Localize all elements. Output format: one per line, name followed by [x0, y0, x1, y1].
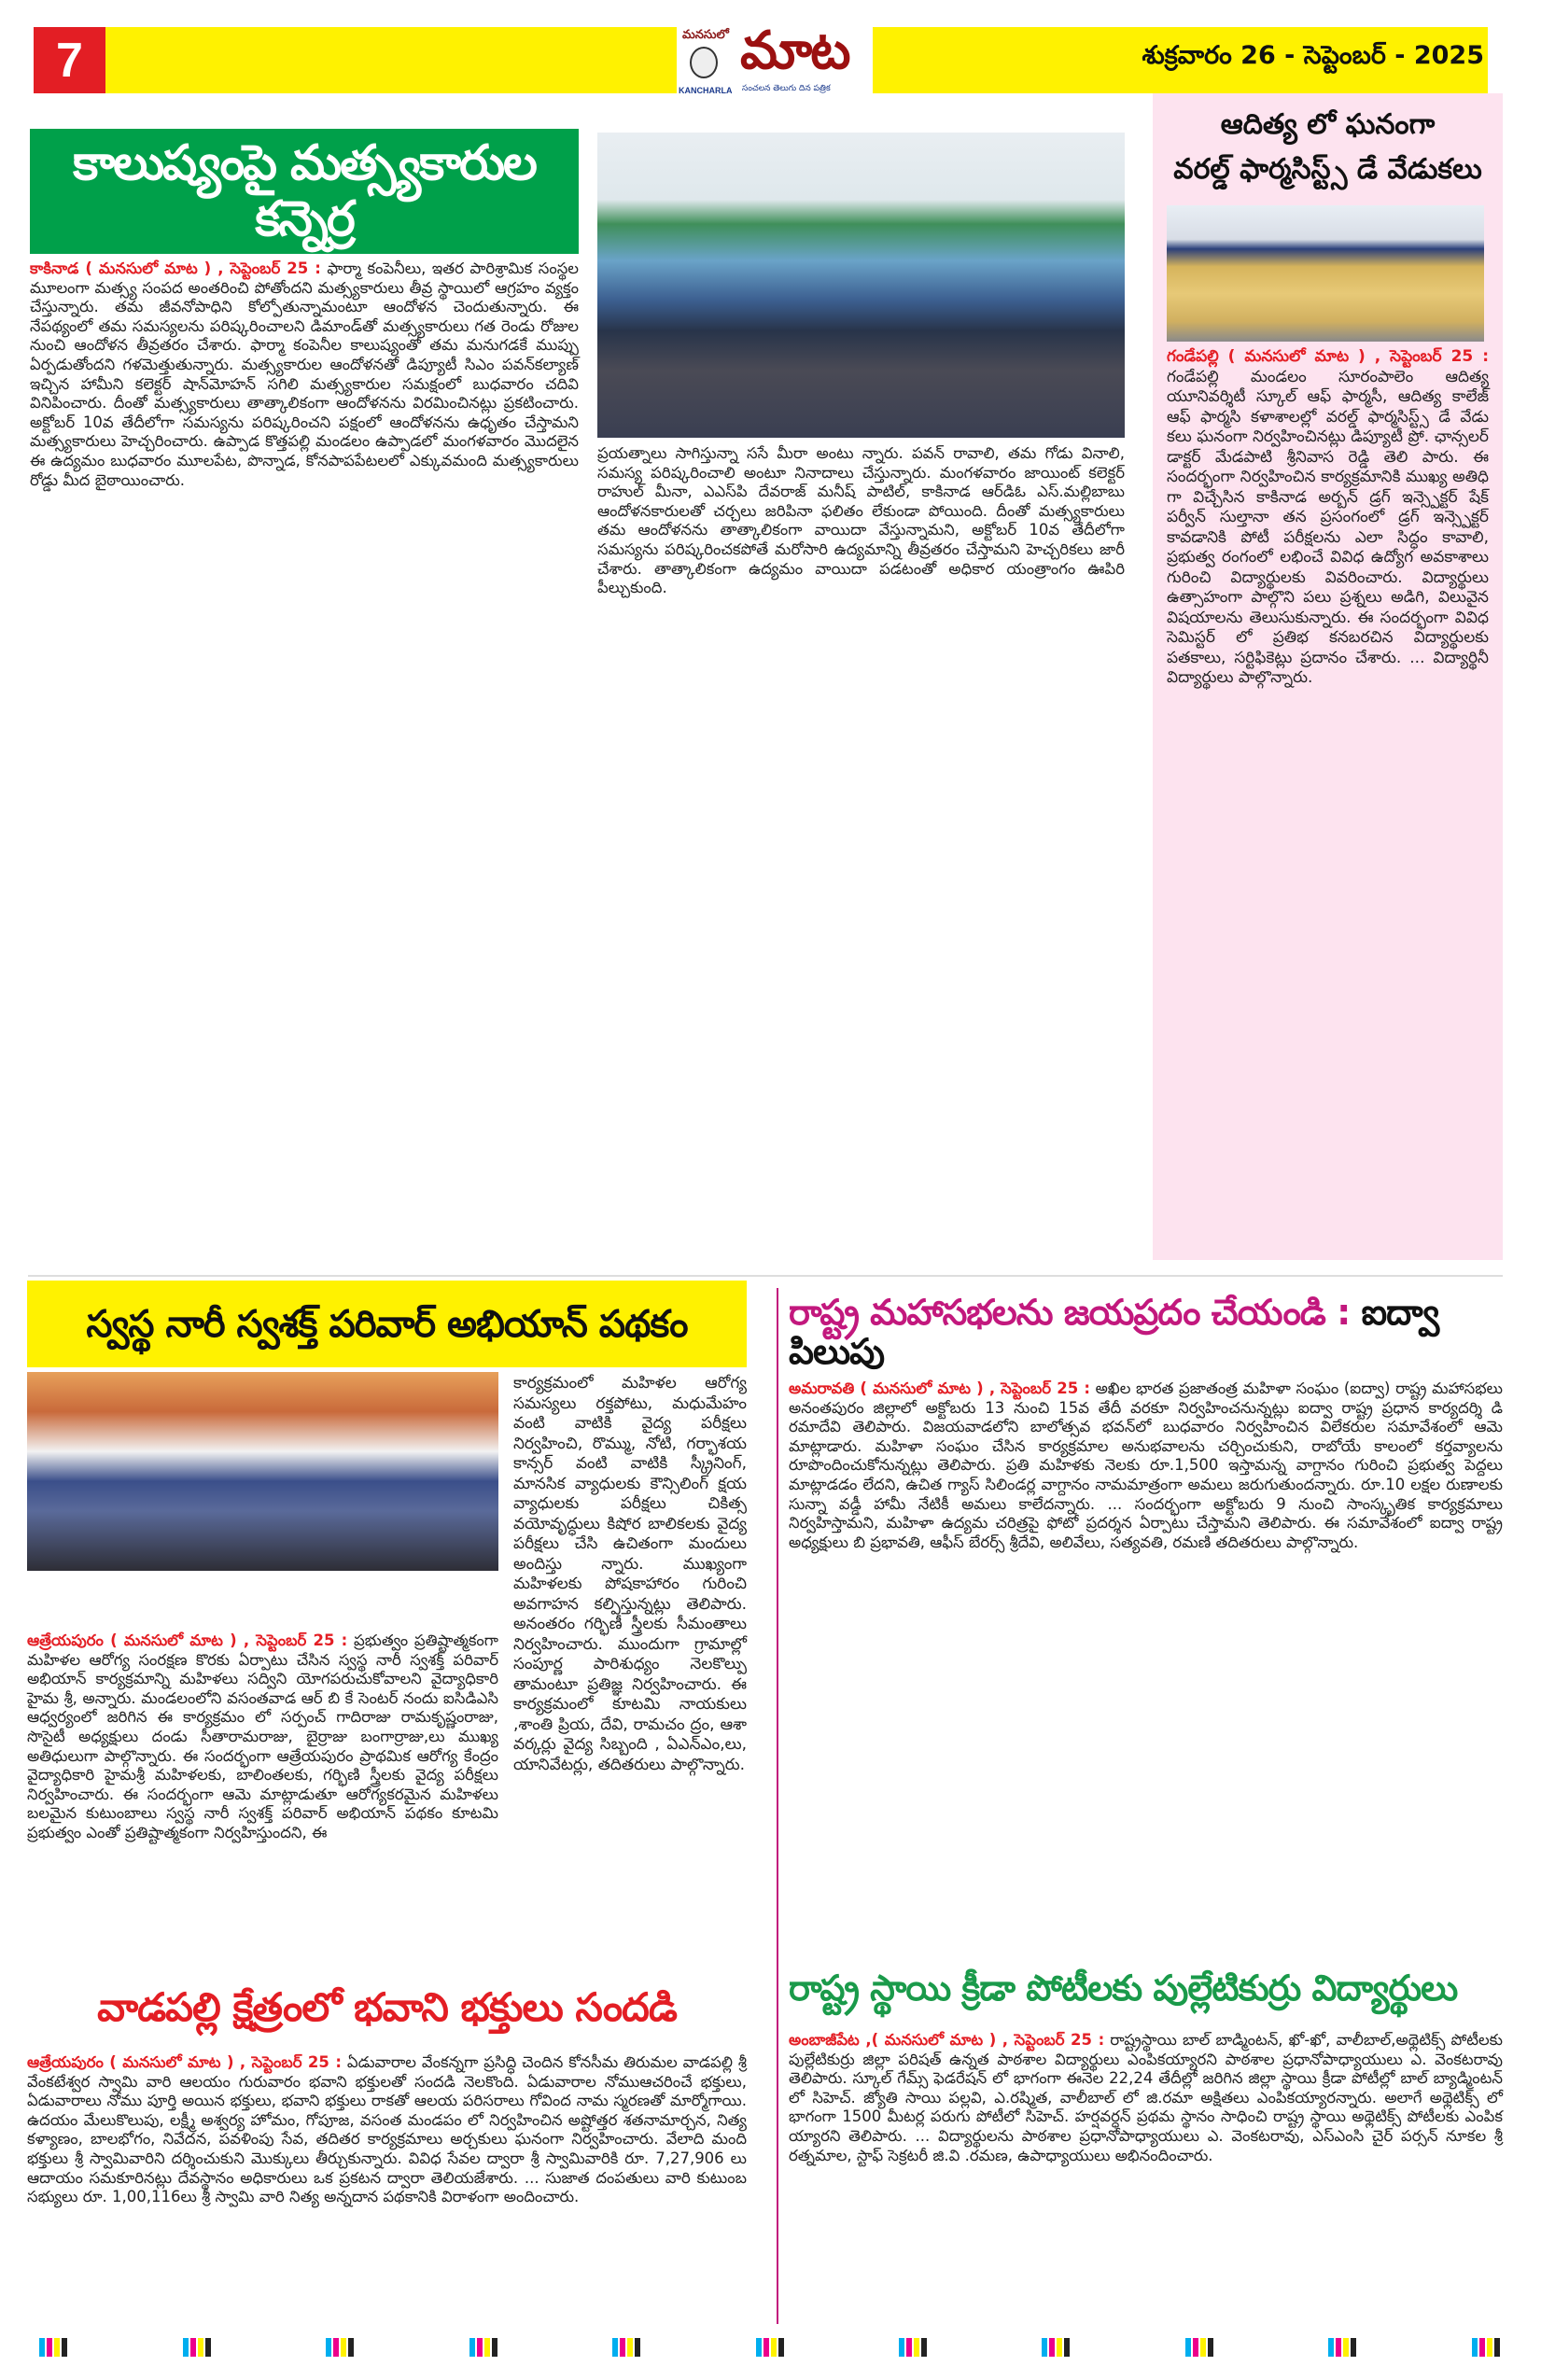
color-bar-group — [756, 2338, 784, 2357]
page-number: 7 — [34, 27, 105, 93]
color-swatch — [205, 2338, 211, 2357]
color-swatch — [1057, 2338, 1062, 2357]
color-swatch — [333, 2338, 339, 2357]
body-text: రాష్ట్రస్థాయి బాల్ బాడ్మింటన్, ఖో-ఖో, వాలీబాల్,అథ్లెటిక్స్ పోటీలకు పుల్లేటికుర్రు జిల్లా పరిషత్ ఉన్నత పాఠశాల విద్యార్థులు ఎంపికయ్యారని పాఠశాల ప్రధానోపాధ్యాయులు ఎ. వెంకటరావు తెలిపారు. స్కూల్ గేమ్స్ ఫెడరేషన్ లో భాగంగా ఈనెల 22,24 తేదీల్లో జరిగిన జిల్లా స్థాయి క్రీడా పోటీల్లో బాల్ బ్యాడ్మింటన్ లో సిహెచ్. జ్యోతి సాయి పల్లవి, ఎ.రష్మిత, వాలీబాల్ లో జి.రమా అక్షితలు ఎంపికయ్యారన్నారు. అలాగే అథ్లెటిక్స్ లో భాగంగా 1500 మీటర్ల పరుగు పోటీలో సిహెచ్. హర్షవర్ధన్ ప్రథమ స్థానం సాధించి రాష్ట్ర స్థాయి అథ్లెటిక్స్ పోటీలకు ఎంపిక య్యారని తెలిపారు. ... విద్యార్థులను పాఠశాల ప్రధానోపాధ్యాయులు ఎ. వెంకటరావు, ఎస్ఎంసి చైర్ పర్సన్ నూకల శ్రీ రత్నమాల, స్టాఫ్ సెక్రటరీ జి.వి .రమణ, ఉపాధ్యాయులు అభినందించారు. — [789, 2031, 1503, 2164]
color-swatch — [1049, 2338, 1055, 2357]
dateline: ఆత్రేయపురం ( మనసులో మాట ) , సెప్టెంబర్ 25 : — [27, 1631, 348, 1649]
color-swatch — [1487, 2338, 1492, 2357]
dateline: కాకినాడ ( మనసులో మాట ) , సెప్టెంబర్ 25 : — [30, 259, 321, 277]
color-swatch — [1479, 2338, 1485, 2357]
color-swatch — [326, 2338, 331, 2357]
color-swatch — [1494, 2338, 1500, 2357]
color-swatch — [612, 2338, 618, 2357]
headline-idwa — [789, 1292, 1503, 1372]
color-swatch — [1064, 2338, 1070, 2357]
color-swatch — [635, 2338, 640, 2357]
color-swatch — [39, 2338, 45, 2357]
color-swatch — [1193, 2338, 1198, 2357]
body-text: గండేపల్లి మండలం సూరంపాలెం ఆదిత్య యూనివర్శిటీ స్కూల్ ఆఫ్ ఫార్మసీ, ఆదిత్య కాలేజ్ ఆఫ్ ఫార్మసి కళాశాలల్లో వరల్డ్ ఫార్మసిస్ట్స్ డే వేడు కలు ఘనంగా నిర్వహించినట్లు డిప్యూటీ ప్రో. ఛాన్సలర్ డాక్టర్ మేడపాటి శ్రీనివాస రెడ్డి తెలి పారు. ఈ సందర్భంగా నిర్వహించిన కార్యక్రమానికి ముఖ్య అతిధి గా విచ్చేసిన కాకినాడ అర్బన్ డ్రగ్ ఇన్స్పెక్టర్ షేక్ పర్వీన్ సుల్తానా తన ప్రసంగంలో డ్రగ్ ఇన్స్పెక్టర్ కావడానికి పోటీ పరీక్షలను ఎలా సిద్ధం కావాలి, ప్రభుత్వ రంగంలో లభించే వివిధ ఉద్యోగ అవకాశాలు గురించి విద్యార్థులకు వివరించారు. విద్యార్థులు ఉత్సాహంగా పాల్గొని పలు ప్రశ్నలు అడిగి, విలువైన విషయాలను తెలుసుకున్నారు. ఈ సందర్భంగా వివిధ సెమిస్టర్ లో ప్రతిభ కనబరచిన విద్యార్థులకు పతకాలు, సర్టిఫికెట్లు ప్రదానం చేశారు. ... విద్యార్థినీ విద్యార్థులు పాల్గొన్నారు. — [1167, 367, 1489, 687]
headline-sports: రాష్ట్ర స్థాయి క్రీడా పోటీలకు పుల్లేటికుర్రు విద్యార్థులు — [789, 1967, 1458, 2009]
newspaper-logo — [677, 22, 873, 101]
headline-swasth-nari: స్వస్థ నారీ స్వశక్త్ పరివార్ అభియాన్ పథకం — [27, 1281, 747, 1367]
logo-small-text: మనసులో — [682, 28, 729, 42]
photo-fishermen-protest — [597, 133, 1125, 438]
color-swatch — [47, 2338, 52, 2357]
headline-main: రాష్ట్ర మహాసభలను జయప్రదం చేయండి : — [789, 1292, 1351, 1333]
headline-pharmacists — [1153, 103, 1503, 201]
color-swatch — [763, 2338, 769, 2357]
color-bar-group — [326, 2338, 354, 2357]
color-swatch — [1472, 2338, 1478, 2357]
color-swatch — [183, 2338, 189, 2357]
body-text: అఖిల భారత ప్రజాతంత్ర మహిళా సంఘం (ఐద్వా) రాష్ట్ర మహాసభలు అనంతపురం జిల్లాలో అక్టోబరు 13 నుంచి 15వ తేదీ వరకూ నిర్వహించనున్నట్లు ఐద్వా రాష్ట్ర ప్రధాన కార్యదర్శి డి రమాదేవి తెలిపారు. విజయవాడలోని బాలోత్సవ భవన్‌లో బుధవారం నిర్వహించిన విలేకరుల సమావేశంలో ఆమె మాట్లాడారు. మహిళా సంఘం చేసిన కార్యక్రమాల అనుభవాలను చర్చించుకుని, రాబోయే కాలంలో కర్తవ్యాలను రూపొందించుకోనున్నట్లు తెలిపారు. ప్రతి మహిళకు నెలకు రూ.1,500 ఇస్తామన్న వాగ్దానం గురించి ప్రభుత్వ పెద్దలు మాట్లాడడం లేదని, ఉచిత గ్యాస్ సిలిండర్ల వాగ్దానం నామమాత్రంగా అమలు జరుగుతుందన్నారు. రూ.10 లక్షల రుణాలకు సున్నా వడ్డీ హామీ నేటికీ అమలు కాలేదన్నారు. ... సందర్భంగా అక్టోబరు 9 నుంచి సాంస్కృతిక కార్యక్రమాలు నిర్వహిస్తామని, మహిళా ఉద్యమ చరిత్రపై ఫోటో ప్రదర్శన ఏర్పాటు చేస్తామని తెలిపారు. ఈ సమావేశంలో ఐద్వా రాష్ట్ర అధ్యక్షులు బి ప్రభావతి, ఆఫీస్ బేరర్స్ శ్రీదేవి, అలివేలు, సత్యవతి, రమణి తదితరులు పాల్గొన్నారు. — [789, 1379, 1503, 1551]
color-swatch — [492, 2338, 497, 2357]
color-swatch — [341, 2338, 346, 2357]
logo-brand: KANCHARLA — [679, 86, 733, 95]
color-bar-group — [1328, 2338, 1356, 2357]
color-swatch — [921, 2338, 927, 2357]
article-swasth-nari-body — [27, 1631, 498, 1843]
body-text: ఏడువారాల వేంకన్నగా ప్రసిద్ధి చెందిన కోనసీమ తిరుమల వాడపల్లి శ్రీ వేంకటేశ్వర స్వామి వారి ఆలయం గురువారం భవాని భక్తులతో సందడి నెలకొంది. ఏడువారాల నోముఆచరించే భక్తులు, ఏడువారాలు నోము పూర్తి అయిన భక్తులు, భవాని భక్తులు రాకతో ఆలయ పరిసరాలు గోవింద నామ స్మరణతో మార్మోగాయి. ఉదయం మేలుకొలుపు, లక్ష్మీ అశ్వర్య హోమం, గోపూజ, వసంత మండపం లో నిర్వహించిన అష్టోత్తర శతనామార్చన, నిత్య కళ్యాణం, బాలభోగం, నివేదన, పవళింపు సేవ, తదితర కార్యక్రమాలు అర్చకులు ఘనంగా నిర్వహించారు. వేలాది మంది భక్తులు శ్రీ స్వామివారిని దర్శించుకుని మొక్కులు తీర్చుకున్నారు. వివిధ సేవల ద్వారా శ్రీ స్వామివారికి రూ. 7,27,906 లు ఆదాయం సమకూరినట్లు దేవస్థానం అధికారులు ఒక ప్రకటన ద్వారా తెలియజేశారు. ... సుజాత దంపతులు వారి కుటుంబ సభ్యులు రూ. 1,00,116లు శ్రీ స్వామి వారి నిత్య అన్నదాన పథకానికి విరాళంగా అందించారు. — [27, 2053, 747, 2206]
color-swatch — [1200, 2338, 1206, 2357]
article-pharmacists-body — [1167, 347, 1489, 689]
color-swatch — [54, 2338, 60, 2357]
color-swatch — [1042, 2338, 1047, 2357]
color-swatch — [1185, 2338, 1191, 2357]
article-swasth-nari-side: కార్యక్రమంలో మహిళల ఆరోగ్య సమస్యలు రక్తపోటు, మధుమేహం వంటి వాటికి వైద్య పరీక్షలు నిర్వహించి, రొమ్ము, నోటి, గర్భాశయ కాన్సర్ వంటి వాటికి స్క్రీనింగ్, మానసిక వ్యాధులకు కౌన్సిలింగ్ క్షయ వ్యాధులకు పరీక్షలు చికిత్స వయోవృద్ధులు కిషోర బాలికలకు వైద్య పరీక్షలు చేసి ఉచితంగా మందులు అందిస్తు న్నారు. ముఖ్యంగా మహిళలకు పోషకాహారం గురించి అవగాహన కల్పిస్తున్నట్లు తెలిపారు. అనంతరం గర్భిణీ స్త్రీలకు సీమంతాలు నిర్వహించారు. ముందుగా గ్రామాల్లో సంపూర్ణ పారిశుధ్యం నెలకొల్పు తామంటూ ప్రతిజ్ఞ నిర్వహించారు. ఈ కార్యక్రమంలో కూటమి నాయకులు ,శాంతి ప్రియ, దేవి, రామచం ద్రం, ఆశా వర్కర్లు వైద్య సిబ్బంది , ఏఎన్ఎం,లు, యానివేటర్లు, తదితరులు పాల్గొన్నారు. — [513, 1374, 747, 1774]
color-bar-group — [612, 2338, 640, 2357]
color-bar-group — [39, 2338, 67, 2357]
section-divider — [28, 1275, 1503, 1277]
color-swatch — [348, 2338, 354, 2357]
color-swatch — [62, 2338, 67, 2357]
color-bar-group — [1472, 2338, 1500, 2357]
color-swatch — [627, 2338, 633, 2357]
dateline: ఆత్రేయపురం ( మనసులో మాట ) , సెప్టెంబర్ 25 : — [27, 2053, 342, 2071]
portrait-icon — [690, 47, 718, 78]
photo-pharmacy-students — [1167, 205, 1484, 342]
color-swatch — [778, 2338, 784, 2357]
color-swatch — [1343, 2338, 1349, 2357]
color-bar-group — [469, 2338, 497, 2357]
dateline: గండేపల్లి ( మనసులో మాట ) , సెప్టెంబర్ 25 : — [1167, 347, 1489, 366]
color-swatch — [906, 2338, 912, 2357]
color-swatch — [190, 2338, 196, 2357]
color-swatch — [1328, 2338, 1334, 2357]
logo-title: మాట — [740, 21, 849, 81]
dateline: అమరావతి ( మనసులో మాట ) , సెప్టెంబర్ 25 : — [789, 1379, 1090, 1397]
color-swatch — [1208, 2338, 1213, 2357]
color-bar-group — [1185, 2338, 1213, 2357]
article-fishermen-body — [30, 259, 579, 490]
body-text: ప్రభుత్వం ప్రతిష్టాత్మకంగా మహిళల ఆరోగ్య సంరక్షణ కొరకు ఏర్పాటు చేసిన స్వస్థ నారీ స్వశక్త్ పరివార్ అభియాన్ కార్యక్రమాన్ని మహిళలు సద్విని యోగపరుచుకోవాలని వైద్యాధికారి హైమ శ్రీ, అన్నారు. మండలంలోని వసంతవాడ ఆర్ బి కే సెంటర్ నందు ఐసిడిఎసి ఆధ్వర్యంలో జరిగిన ఈ కార్యక్రమం లో సర్పంచ్ గాదిరాజు రామకృష్ణంరాజు, సొసైటీ అధ్యక్షులు దండు సీతారామరాజు, బైర్రాజు బంగార్రాజు,లు ముఖ్య అతిధులుగా పాల్గొన్నారు. ఈ సందర్భంగా ఆత్రేయపురం ప్రాథమిక ఆరోగ్య కేంద్రం వైద్యాధికారి హైమశ్రీ మహిళలకు, బాలింతలకు, గర్భిణి స్త్రీలకు వైద్య పరీక్షలు నిర్వహించారు. ఈ సందర్భంగా ఆమె మాట్లాడుతూ ఆరోగ్యకరమైన మహిళలు బలమైన కుటుంబాలు స్వస్థ నారీ స్వశక్త్ పరివార్ అభియాన్ పథకం కూటమి ప్రభుత్వం ఎంతో ప్రతిష్టాత్మకంగా నిర్వహిస్తుందని, ఈ — [27, 1631, 498, 1841]
column-divider — [777, 1288, 778, 2324]
color-swatch — [477, 2338, 483, 2357]
color-swatch — [1336, 2338, 1341, 2357]
headline-fishermen: కాలుష్యంపై మత్స్యకారుల కన్నెర్ర — [30, 129, 579, 254]
logo-tagline: సంచలన తెలుగు దిన పత్రిక — [742, 84, 831, 93]
article-idwa-body — [789, 1379, 1503, 1552]
headline-vadapalli: వాడపల్లి క్షేత్రంలో భవాని భక్తులు సందడి — [97, 1984, 677, 2030]
issue-date: శుక్రవారం 26 - సెప్టెంబర్ - 2025 — [1142, 41, 1484, 70]
article-vadapalli-body — [27, 2053, 747, 2207]
color-swatch — [914, 2338, 919, 2357]
headline-line-1: ఆదిత్య లో ఘనంగా — [1220, 108, 1436, 141]
color-swatch — [469, 2338, 475, 2357]
color-swatch — [756, 2338, 762, 2357]
photo-health-camp — [27, 1372, 498, 1571]
article-fishermen-continued: ప్రయత్నాలు సాగిస్తున్నా ససే మీరా అంటు న్నారు. పవన్ రావాలి, తమ గోడు వినాలి, సమస్య పరిష్కరించాలి అంటూ నినాదాలు చేస్తున్నారు. మంగళవారం జాయింట్ కలెక్టర్ రాహుల్ మీనా, ఎఎస్‌పి దేవరాజ్ మనీష్ పాటిల్, కాకినాడ ఆర్‌డిఓ ఎస్.మల్లిబాబు ఆందోళనకారులతో చర్చలు జరిపినా ఫలితం లేకుండా పోయింది. దీంతో మత్స్యకారులు తమ ఆందోళనను తాత్కాలికంగా వాయిదా వేస్తున్నామని, అక్టోబర్ 10వ తేదీలోగా సమస్యను పరిష్కరించకపోతే మరోసారి ఉద్యమాన్ని తీవ్రతరం చేస్తామని హెచ్చరికలు జారీ చేశారు. తాత్కాలికంగా ఉద్యమం వాయిదా పడటంతో అధికార యంత్రాంగం ఊపిరి పీల్చుకుంది. — [597, 444, 1125, 597]
color-swatch — [484, 2338, 490, 2357]
color-bar-group — [1042, 2338, 1070, 2357]
headline-tail: ఐద్వా పిలుపు — [789, 1292, 1439, 1372]
color-swatch — [899, 2338, 904, 2357]
color-swatch — [198, 2338, 203, 2357]
color-swatch — [1351, 2338, 1356, 2357]
headline-line-2: వరల్డ్ ఫార్మసిస్ట్స్ డే వేడుకలు — [1173, 153, 1482, 186]
color-swatch — [771, 2338, 777, 2357]
article-sports-body — [789, 2031, 1503, 2165]
body-text: ఫార్మా కంపెనీలు, ఇతర పారిశ్రామిక సంస్థల మూలంగా మత్స్య సంపద అంతరించి పోతోందని మత్స్యకారులు తీవ్ర స్థాయిలో ఆగ్రహం వ్యక్తం చేస్తున్నారు. తమ జీవనోపాధిని కోల్పోతున్నామంటూ ఆందోళన చెందుతున్నారు. ఈ నేపథ్యంలో తమ సమస్యలను పరిష్కరించాలని డిమాండ్‌తో మత్స్యకారులు గత రెండు రోజుల నుంచి ఆందోళన తీవ్రతరం చేశారు. ఫార్మా కంపెనీల కాలుష్యంతో తమ మనుగడకే ముప్పు ఏర్పడుతోందని గళమెత్తుతున్నారు. మత్స్యకారుల ఆందోళనతో డిప్యూటీ సిఎం పవన్‌కల్యాణ్ ఇచ్చిన హామీని కలెక్టర్ షాన్‌మోహన్ సగిలి మత్స్యకారుల సమక్షంలో బుధవారం చదివి వినిపించారు. దీంతో మత్స్యకారులు తాత్కాలికంగా ఆందోళనను విరమించినట్లు ప్రకటించారు. అక్టోబర్ 10వ తేదీలోగా సమస్యను పరిష్కరించని పక్షంలో ఆందోళనను ఉధృతం చేస్తామని మత్స్యకారులు హెచ్చరించారు. ఉప్పాడ కొత్తపల్లి మండలం ఉప్పాడలో మంగళవారం మొదలైన ఈ ఉద్యమం బుధవారం మూలపేట, పొన్నాడ, కోనపాపపేటలలో ఎక్కువమంది మత్స్యకారులు రోడ్డు మీద బైఠాయించారు. — [30, 259, 579, 489]
color-bar-group — [899, 2338, 927, 2357]
color-swatch — [620, 2338, 625, 2357]
dateline: అంబాజీపేట ,( మనసులో మాట ) , సెప్టెంబర్ 25 : — [789, 2031, 1105, 2049]
color-bar-group — [183, 2338, 211, 2357]
